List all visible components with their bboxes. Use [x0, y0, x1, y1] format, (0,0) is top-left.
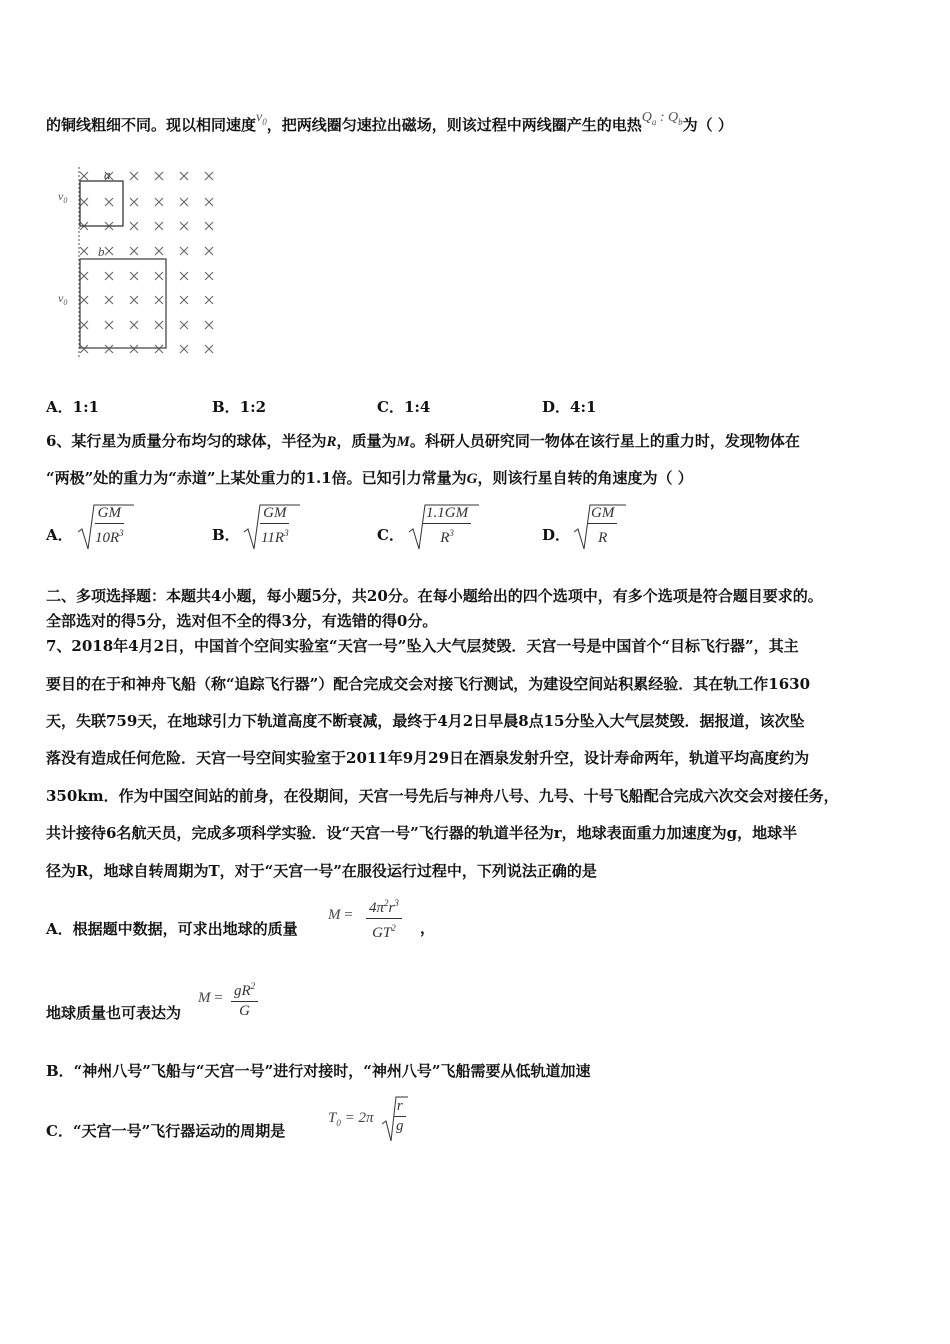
- q7-stem-line-2: 要目的在于和神舟飞船（称“追踪飞行器”）配合完成交会对接飞行测试，为建设空间站积累经验．其在轨工作1630: [46, 675, 811, 693]
- section2-heading-line-2: 全部选对的得5分，选对但不全的得3分，有选错的得0分。: [46, 612, 438, 630]
- q5-text-1: 的铜线粗细不同。现以相同速度: [46, 116, 257, 134]
- q7-stem-line-1: 7、2018年4月2日，中国首个空间实验室“天宫一号”坠入大气层焚毁．天宫一号是中国首个“目标飞行器”，其主: [46, 637, 799, 655]
- field-cross-mark: [180, 172, 188, 180]
- fraction: [231, 978, 258, 1020]
- option-text: 1:1: [72, 398, 100, 416]
- option-letter: C．: [377, 526, 404, 544]
- equals-sign: =: [340, 907, 353, 923]
- field-cross-mark: [155, 198, 163, 206]
- field-cross-mark: [105, 198, 113, 206]
- q5-option-a[interactable]: [46, 396, 99, 417]
- option-letter: A．: [46, 526, 73, 544]
- qa-letter: Q: [641, 110, 652, 125]
- numerator: [366, 895, 402, 919]
- coil-a-velocity-label: $v_0$: [58, 189, 68, 205]
- coil-b-velocity-label: $v_0$: [58, 291, 68, 307]
- field-cross-mark: [205, 222, 213, 230]
- option-letter: D．: [542, 526, 571, 544]
- option-letter: B．: [212, 526, 240, 544]
- q7-stem-line-6: 共计接待6名航天员，完成多项科学实验．设“天宫一号”飞行器的轨道半径为r，地球表面重力加速度为g，地球半: [46, 824, 798, 842]
- denominator: [92, 524, 127, 547]
- field-diagram-svg: [52, 162, 232, 362]
- field-cross-mark: [205, 247, 213, 255]
- q5-option-c[interactable]: [377, 396, 430, 417]
- field-cross-mark: [205, 172, 213, 180]
- field-cross-mark: [80, 198, 88, 206]
- magnetic-field-figure: [52, 162, 232, 362]
- numerator: r: [394, 1098, 406, 1117]
- option-letter: D．: [542, 398, 571, 416]
- field-cross-mark: [105, 272, 113, 280]
- option-a-text: A．根据题中数据，可求出地球的质量: [46, 920, 298, 938]
- q7-stem-line-4: 落没有造成任何危险．天宫一号空间实验室于2011年9月29日在酒泉发射升空，设计寿命两年，轨道平均高度约为: [46, 749, 810, 767]
- denominator: G: [239, 1003, 250, 1019]
- lhs-M: M: [198, 990, 211, 1006]
- field-cross-mark: [155, 321, 163, 329]
- option-letter: B．: [212, 398, 240, 416]
- q7-stem-line-7: 径为R，地球自转周期为T，对于“天宫一号”在服役运行过程中，下列说法正确的是: [46, 862, 597, 880]
- denominator: [369, 919, 399, 942]
- section2-heading-line-1: 二、多项选择题：本题共4小题，每小题5分，共20分。在每小题给出的四个选项中，有多个选项是符合题目要求的。: [46, 587, 823, 605]
- sqrt-expression: [76, 502, 136, 556]
- q6-text-2: ，质量为: [336, 432, 397, 450]
- field-cross-mark: [80, 247, 88, 255]
- numerator: GM: [260, 505, 289, 524]
- formula-lhs: [328, 1110, 373, 1128]
- q7-option-a[interactable]: [46, 918, 298, 939]
- q5-option-b[interactable]: [212, 396, 266, 417]
- coil-b: [80, 259, 166, 348]
- formula-lhs: [328, 907, 353, 924]
- num-sup-2: 3: [394, 898, 399, 908]
- q6-option-c[interactable]: [377, 502, 469, 546]
- option-text: 1:2: [239, 398, 267, 416]
- denominator: [258, 524, 292, 547]
- equals-sign: =: [210, 990, 223, 1006]
- den-text: R: [440, 530, 450, 546]
- fraction: [258, 505, 292, 547]
- field-cross-mark: [80, 321, 88, 329]
- option-a2-text: 地球质量也可表达为: [46, 1004, 182, 1022]
- sqrt-expression: [407, 502, 481, 556]
- field-cross-mark: [155, 172, 163, 180]
- numerator: GM: [95, 505, 124, 524]
- field-cross-mark: [155, 222, 163, 230]
- den-text: 10R: [95, 530, 120, 546]
- q7-option-c[interactable]: [46, 1120, 285, 1141]
- option-text: 1:4: [403, 398, 431, 416]
- fraction: [588, 505, 617, 547]
- q6-option-a[interactable]: [46, 502, 124, 546]
- option-letter: A．: [46, 398, 73, 416]
- denominator: [437, 524, 457, 547]
- num-sup: 2: [250, 981, 256, 991]
- formula-lhs: [198, 990, 223, 1007]
- field-cross-mark: [105, 247, 113, 255]
- field-cross-mark: [180, 222, 188, 230]
- den-text: R: [598, 530, 608, 546]
- field-cross-mark: [155, 296, 163, 304]
- sqrt-expression: [572, 502, 628, 556]
- sqrt-expression: [242, 502, 302, 556]
- option-text: 4:1: [570, 398, 597, 416]
- fraction: [92, 505, 127, 547]
- field-cross-mark: [155, 345, 163, 353]
- equals-2pi: = 2π: [340, 1110, 374, 1126]
- field-cross-mark: [205, 321, 213, 329]
- field-cross-mark: [105, 296, 113, 304]
- field-cross-mark: [155, 272, 163, 280]
- qa-sub: a: [651, 116, 657, 127]
- field-cross-mark: [105, 345, 113, 353]
- q7-stem-line-5: 350km．作为中国空间站的前身，在役期间，天宫一号先后与神舟八号、九号、十号飞船配合完成六次交会对接任务，: [46, 787, 839, 805]
- field-crosses: [80, 172, 213, 353]
- v0-letter: v: [256, 110, 263, 125]
- q6-text-3: 。科研人员研究同一物体在该行星上的重力时，发现物体在: [409, 432, 800, 450]
- ratio-colon: :: [656, 110, 669, 125]
- trailing-comma: ，: [420, 919, 436, 937]
- q6-text-5: ，则该行星自转的角速度为（ ）: [477, 469, 693, 487]
- field-cross-mark: [180, 296, 188, 304]
- den-text: 11R: [261, 530, 285, 546]
- numerator: GM: [588, 505, 617, 524]
- field-cross-mark: [205, 272, 213, 280]
- field-cross-mark: [180, 321, 188, 329]
- fraction: [366, 895, 402, 942]
- q6-stem-line-1: [46, 430, 800, 451]
- num-text: gR: [234, 983, 251, 999]
- field-cross-mark: [130, 345, 138, 353]
- den-sup: 3: [284, 528, 289, 538]
- qa-qb-ratio: [642, 110, 683, 125]
- lhs-T: T: [328, 1110, 337, 1126]
- den-sup: 3: [449, 528, 454, 538]
- field-cross-mark: [130, 321, 138, 329]
- field-cross-mark: [105, 321, 113, 329]
- option-letter: C．: [377, 398, 404, 416]
- q5-stem-line: [46, 110, 733, 136]
- field-cross-mark: [180, 198, 188, 206]
- q5-option-d[interactable]: [542, 396, 596, 417]
- lhs-sub: 0: [336, 1118, 341, 1128]
- field-cross-mark: [205, 296, 213, 304]
- den-sup: 3: [119, 528, 124, 538]
- field-cross-mark: [80, 296, 88, 304]
- qb-letter: Q: [668, 110, 679, 125]
- q5-text-2: ，把两线圈匀速拉出磁场，则该过程中两线圈产生的电热: [266, 116, 642, 134]
- field-cross-mark: [205, 345, 213, 353]
- q6-option-d[interactable]: [542, 502, 615, 546]
- field-cross-mark: [130, 296, 138, 304]
- q6-var-M: M: [396, 434, 410, 450]
- field-cross-mark: [130, 172, 138, 180]
- num-r: r: [388, 900, 395, 916]
- q7-stem-line-3: 天，失联759天，在地球引力下轨道高度不断衰减，最终于4月2日早晨8点15分坠入大气层焚毁．据报道，该次坠: [46, 712, 805, 730]
- field-cross-mark: [80, 272, 88, 280]
- field-cross-mark: [130, 272, 138, 280]
- field-cross-mark: [180, 272, 188, 280]
- q6-var-R: R: [326, 434, 337, 450]
- coil-a: [80, 181, 123, 226]
- v0-sub: 0: [262, 116, 267, 127]
- v0-symbol: [256, 110, 267, 125]
- field-cross-mark: [180, 247, 188, 255]
- coil-b-label: b: [98, 244, 105, 259]
- field-cross-mark: [205, 198, 213, 206]
- den-sup: 2: [391, 923, 396, 933]
- field-cross-mark: [130, 222, 138, 230]
- coil-a-label: a: [104, 167, 111, 182]
- field-cross-mark: [80, 345, 88, 353]
- fraction: [393, 1098, 407, 1135]
- q6-text-4: “两极”处的重力为“赤道”上某处重力的1.1倍。已知引力常量为: [46, 469, 467, 487]
- qb-sub: b: [678, 116, 683, 127]
- numerator: [231, 978, 258, 1002]
- lhs-M: M: [328, 907, 341, 923]
- q7-option-b[interactable]: B．“神州八号”飞船与“天宫一号”进行对接时，“神州八号”飞船需要从低轨道加速: [46, 1062, 591, 1080]
- option-c-text: C．“天宫一号”飞行器运动的周期是: [46, 1122, 286, 1140]
- numerator: 1.1GM: [423, 505, 471, 524]
- fraction: [423, 505, 471, 547]
- q7-option-a-continuation: [46, 1002, 181, 1023]
- q6-option-b[interactable]: [212, 502, 289, 546]
- field-cross-mark: [155, 247, 163, 255]
- field-cross-mark: [80, 172, 88, 180]
- q6-text-1: 6、某行星为质量分布均匀的球体，半径为: [46, 432, 327, 450]
- num-sup-1: 2: [384, 898, 389, 908]
- field-cross-mark: [180, 345, 188, 353]
- q6-stem-line-2: [46, 467, 693, 488]
- den-text: GT: [372, 925, 392, 941]
- field-cross-mark: [130, 198, 138, 206]
- field-cross-mark: [130, 247, 138, 255]
- denominator: [595, 524, 610, 547]
- q6-var-G: G: [466, 471, 478, 487]
- denominator: g: [396, 1118, 404, 1134]
- num-text: 4π: [369, 900, 385, 916]
- q5-text-3: 为（ ）: [682, 116, 733, 134]
